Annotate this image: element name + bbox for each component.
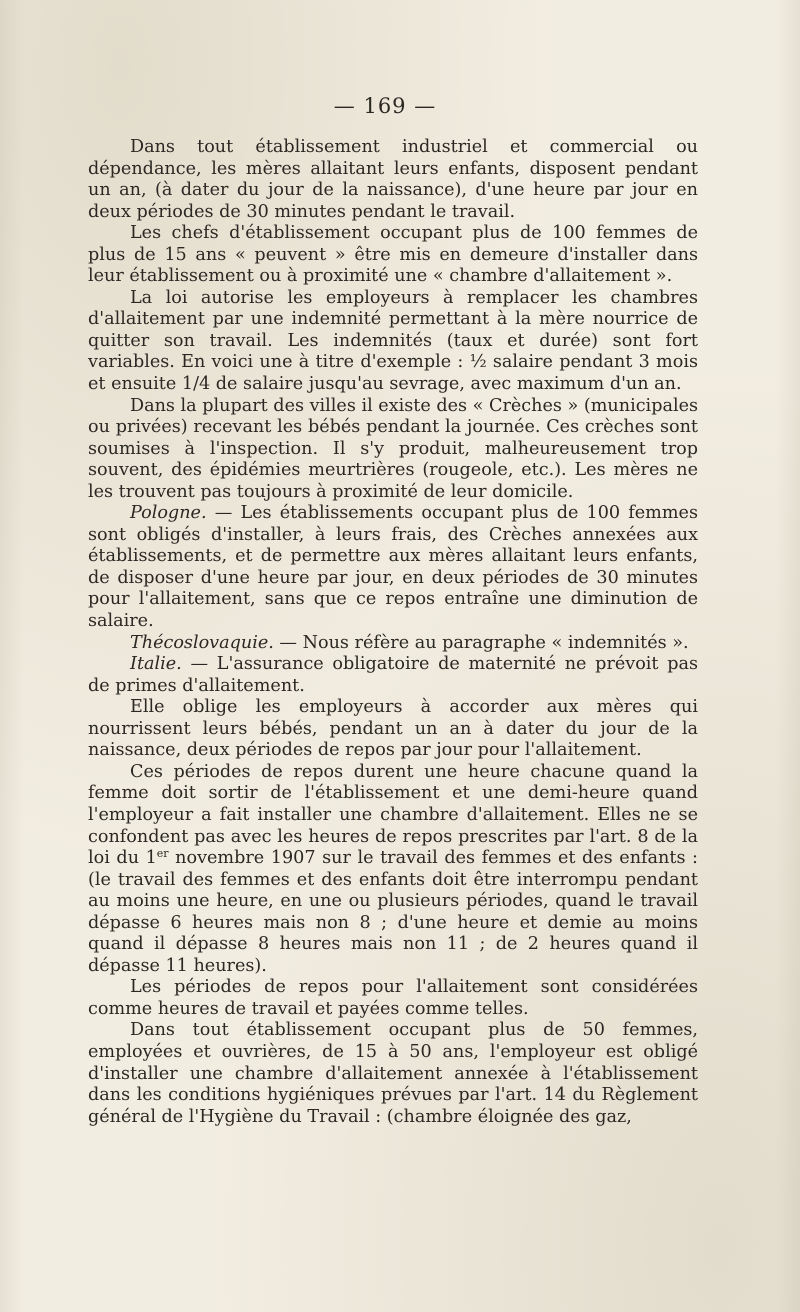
- paragraph-text: — L'assurance obligatoire de maternité ne prévoit pas de primes d'allaitement.: [88, 654, 698, 696]
- paragraph-text: La loi autorise les employeurs à remplacer les chambres d'allaitement par une indemnité permettant à la mère nourrice de quitter son travail. Les indemnités (taux et durée) sont fort variables. En voici une à titre d'exemple : ½ salaire pendant 3 mois et ensuite 1/4 de salaire jusqu'au sevrage, avec maximum d'un an.: [88, 287, 698, 395]
- paragraph-text-continued: novembre 1907 sur le travail des femmes et des enfants : (le travail des femmes et des enfants doit être interrompu pendant au moins une heure, en une ou plusieurs périodes, quand le travail dépasse 6 heures mais non 8 ; d'une heure et demie au moins quand il dépasse 8 heures mais non 11 ; de 2 heures quand il dépasse 11 heures).: [88, 848, 698, 976]
- paragraph: [88, 762, 698, 977]
- paragraph-text: Elle oblige les employeurs à accorder aux mères qui nourrissent leurs bébés, pendant un an à dater du jour de la naissance, deux périodes de repos par jour pour l'allaitement.: [88, 697, 698, 761]
- paragraph-text: Les chefs d'établissement occupant plus de 100 femmes de plus de 15 ans « peuvent » être mis en demeure d'installer dans leur établissement ou à proximité une « chambre d'allaitement ».: [88, 223, 698, 287]
- paragraph-text: — Nous réfère au paragraphe « indemnités ».: [273, 632, 689, 653]
- paragraph-tchecoslovaquie: [88, 633, 698, 655]
- paragraph-pologne: [88, 503, 698, 632]
- body-text: [88, 137, 698, 1128]
- paragraph: [88, 137, 698, 223]
- paragraph-text: Dans tout établissement industriel et commercial ou dépendance, les mères allaitant leurs enfants, disposent pendant un an, (à dater du jour de la naissance), d'une heure par jour en deux périodes de 30 minutes pendant le travail.: [88, 137, 698, 222]
- paragraph-text: — Les établissements occupant plus de 100 femmes sont obligés d'installer, à leurs frais, des Crèches annexées aux établissements, et de permettre aux mères allaitant leurs enfants, de disposer d'une heure par jour, en deux périodes de 30 minutes pour l'allaitement, sans que ce repos entraîne une diminution de salaire.: [88, 503, 698, 632]
- paragraph-text: Les périodes de repos pour l'allaitement sont considérées comme heures de travail et payées comme telles.: [88, 977, 698, 1019]
- paragraph: [88, 1020, 698, 1128]
- paragraph-text: Dans la plupart des villes il existe des « Crèches » (municipales ou privées) recevant les bébés pendant la journée. Ces crèches sont soumises à l'inspection. Il s'y produit, malheureusement trop souvent, des épidémies meurtrières (rougeole, etc.). Les mères ne les trouvent pas toujours à proximité de leur domicile.: [88, 395, 699, 502]
- paragraph: [88, 697, 698, 762]
- paragraph: [88, 977, 698, 1020]
- paragraph: [88, 223, 698, 288]
- paragraph: [88, 288, 698, 396]
- paragraph: [88, 396, 698, 504]
- superscript: er: [156, 847, 169, 861]
- paragraph-text: Ces périodes de repos durent une heure chacune quand la femme doit sortir de l'établissement et une demi-heure quand l'employeur a fait installer une chambre d'allaitement. Elles ne se confondent pas avec les heures de repos prescrites par l'art. 8 de la loi du 1: [88, 761, 698, 869]
- country-heading: Thécoslovaquie.: [130, 632, 274, 653]
- paragraph-text: Dans tout établissement occupant plus de 50 femmes, employées et ouvrières, de 15 à 50 ans, l'employeur est obligé d'installer une chambre d'allaitement annexée à l'établissement dans les conditions hygiéniques prévues par l'art. 14 du Règlement général de l'Hygiène du Travail : (chambre éloignée des gaz,: [88, 1020, 698, 1127]
- page-number: — 169 —: [333, 94, 437, 118]
- paragraph-italie: [88, 654, 698, 697]
- country-heading: Italie.: [130, 654, 182, 675]
- country-heading: Pologne.: [130, 503, 207, 524]
